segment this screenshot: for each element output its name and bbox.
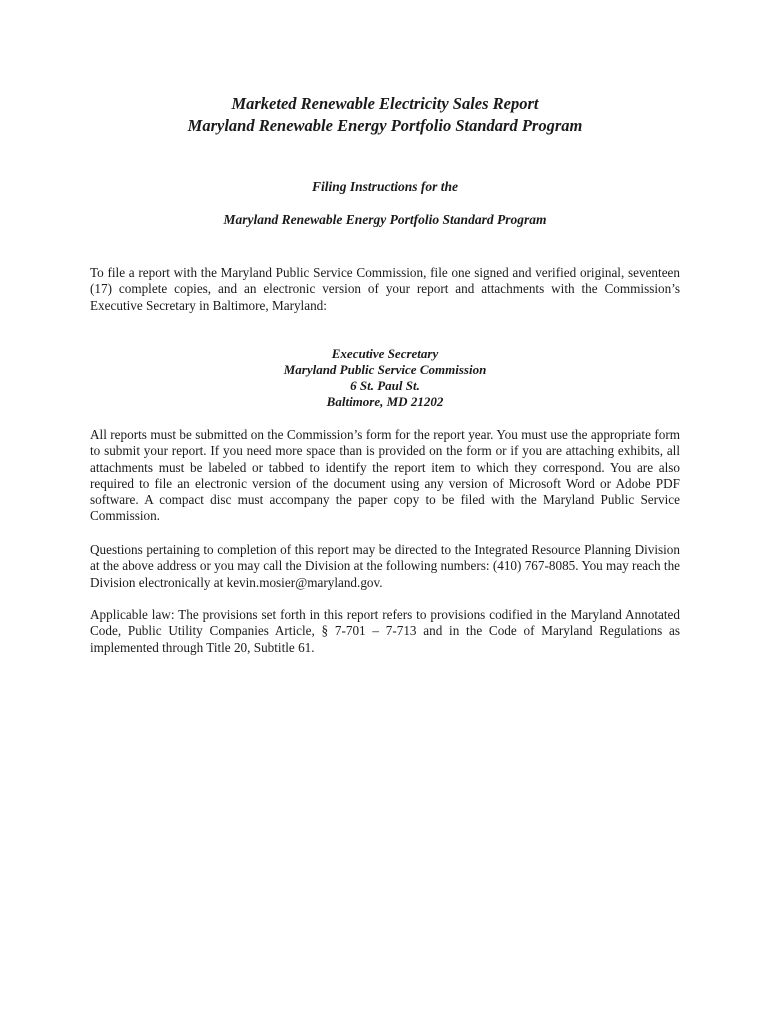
- mailing-address: [90, 346, 680, 410]
- title-line-2: Maryland Renewable Energy Portfolio Standard Program: [187, 116, 583, 135]
- address-line-1: Executive Secretary: [331, 346, 439, 361]
- questions-paragraph: Questions pertaining to completion of this report may be directed to the Integrated Resource Planning Division at the above address or you may call the Division at the following numbers: (410) 767-8085. You may reach the Division electronically at kevin.mosier@maryland.gov.: [90, 542, 681, 590]
- intro-paragraph: To file a report with the Maryland Public Service Commission, file one signed and verified original, seventeen (17) complete copies, and an electronic version of your report and attachments with the Commission’s Executive Secretary in Baltimore, Maryland:: [90, 265, 680, 313]
- program-heading: Maryland Renewable Energy Portfolio Standard Program: [223, 212, 547, 227]
- reports-paragraph: All reports must be submitted on the Commission’s form for the report year. You must use the appropriate form to submit your report. If you need more space than is provided on the form or if you are attaching exhibits, all attachments must be labeled or tabbed to identify the report item to which they correspond. You are also required to file an electronic version of the document using any version of Microsoft Word or Adobe PDF software. A compact disc must accompany the paper copy to be filed with the Maryland Public Service Commission.: [90, 427, 680, 524]
- address-line-2: Maryland Public Service Commission: [283, 362, 487, 377]
- report-title: [90, 93, 680, 137]
- address-line-4: Baltimore, MD 21202: [326, 394, 444, 409]
- title-line-1: Marketed Renewable Electricity Sales Report: [231, 94, 539, 113]
- filing-instructions-heading: Filing Instructions for the: [312, 179, 458, 194]
- applicable-law-paragraph: Applicable law: The provisions set forth in this report refers to provisions codified in the Maryland Annotated Code, Public Utility Companies Article, § 7-701 – 7-713 and in the Code of Maryland Regulations as implemented through Title 20, Subtitle 61.: [90, 607, 680, 655]
- address-line-3: 6 St. Paul St.: [350, 378, 420, 393]
